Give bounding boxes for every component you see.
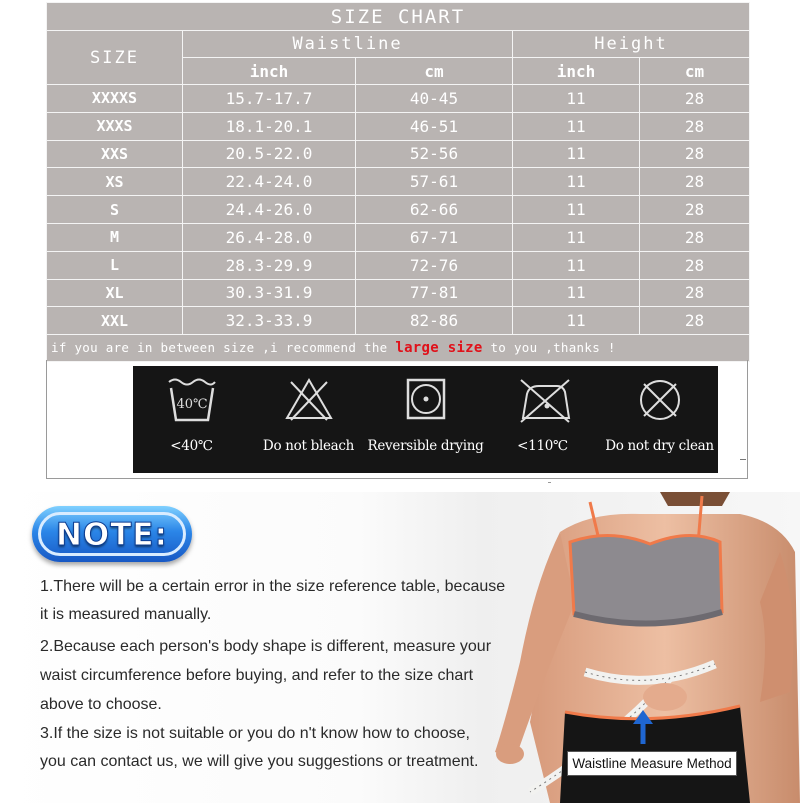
note-prefix: if you are in between size ,i recommend the — [51, 340, 388, 356]
height-inch-cell: 11 — [513, 223, 640, 251]
height-inch-cell: 11 — [513, 196, 640, 224]
care-item-dry — [367, 366, 484, 473]
height-cm-cell: 28 — [640, 112, 750, 140]
height-cm-cell: 28 — [640, 307, 750, 335]
care-item-wash — [133, 366, 250, 473]
height-cm-cell: 28 — [640, 251, 750, 279]
note-line: 1.There will be a certain error in the size reference table, because — [40, 578, 506, 595]
waist-inch-cell: 32.3-33.9 — [183, 307, 356, 335]
note-line: you can contact us, we will give you suggestions or treatment. — [40, 753, 479, 770]
note-line: 2.Because each person's body shape is different, measure your — [40, 638, 492, 655]
height-inch-cell: 11 — [513, 140, 640, 168]
height-inch-cell: 11 — [513, 112, 640, 140]
size-cell: XXL — [47, 307, 183, 335]
waist-cm-cell: 77-81 — [356, 279, 513, 307]
waist-cm-cell: 46-51 — [356, 112, 513, 140]
note-highlight: large size — [395, 340, 483, 357]
frame-dot — [548, 482, 551, 483]
size-advice-note — [47, 335, 750, 362]
table-row — [47, 279, 750, 307]
waist-inch-cell: 28.3-29.9 — [183, 251, 356, 279]
note-line: waist circumference before buying, and refer to the size chart — [40, 667, 474, 684]
table-row — [47, 196, 750, 224]
waist-inch-cell: 30.3-31.9 — [183, 279, 356, 307]
waist-cm-cell: 82-86 — [356, 307, 513, 335]
waist-cm-cell: 62-66 — [356, 196, 513, 224]
frame-tick — [740, 459, 746, 460]
height-cm-cell: 28 — [640, 196, 750, 224]
size-cell: XXXS — [47, 112, 183, 140]
size-cell: M — [47, 223, 183, 251]
waist-inch-cell: 24.4-26.0 — [183, 196, 356, 224]
waistline-header: Waistline — [183, 31, 513, 58]
waist-cm-cell: 57-61 — [356, 168, 513, 196]
height-cm-cell: 28 — [640, 279, 750, 307]
size-cell: XS — [47, 168, 183, 196]
care-label-dry: Reversible drying — [367, 438, 484, 454]
height-header: Height — [513, 31, 750, 58]
tumble-dry-icon — [400, 376, 452, 424]
height-inch-cell: 11 — [513, 251, 640, 279]
waist-cm-cell: 40-45 — [356, 85, 513, 113]
care-label-bleach: Do not bleach — [262, 438, 355, 454]
table-row — [47, 140, 750, 168]
height-inch-cell: 11 — [513, 85, 640, 113]
table-row — [47, 112, 750, 140]
care-item-bleach — [250, 366, 367, 473]
note-line: above to choose. — [40, 696, 162, 713]
table-row — [47, 307, 750, 335]
note-line: 3.If the size is not suitable or you do n't know how to choose, — [40, 725, 470, 742]
height-cm-cell: 28 — [640, 140, 750, 168]
wash-temp-badge: 40℃ — [176, 397, 208, 412]
care-label-dryclean: Do not dry clean — [605, 438, 714, 454]
care-item-iron — [484, 366, 601, 473]
size-cell: L — [47, 251, 183, 279]
height-cm-cell: 28 — [640, 168, 750, 196]
table-row — [47, 251, 750, 279]
note-line: it is measured manually. — [40, 606, 212, 623]
care-item-dryclean — [601, 366, 718, 473]
height-inch-cell: 11 — [513, 307, 640, 335]
no-dry-clean-icon — [634, 376, 686, 424]
height-cm-cell: 28 — [640, 85, 750, 113]
height-cm-cell: 28 — [640, 223, 750, 251]
care-label-wash: <40℃ — [170, 438, 213, 454]
table-row — [47, 168, 750, 196]
note-badge — [32, 506, 192, 562]
waist-inch-cell: 22.4-24.0 — [183, 168, 356, 196]
waist-cm-header: cm — [356, 58, 513, 85]
figure-caption: Waistline Measure Method — [567, 751, 737, 776]
waist-cm-cell: 72-76 — [356, 251, 513, 279]
size-cell: XXXXS — [47, 85, 183, 113]
height-cm-header: cm — [640, 58, 750, 85]
iron-110-icon — [517, 376, 573, 424]
waist-cm-cell: 52-56 — [356, 140, 513, 168]
size-cell: XL — [47, 279, 183, 307]
waist-inch-cell: 26.4-28.0 — [183, 223, 356, 251]
waist-inch-cell: 15.7-17.7 — [183, 85, 356, 113]
height-inch-header: inch — [513, 58, 640, 85]
size-cell: S — [47, 196, 183, 224]
waist-inch-header: inch — [183, 58, 356, 85]
no-bleach-icon — [283, 376, 335, 424]
note-suffix: to you ,thanks ! — [490, 340, 616, 356]
height-inch-cell: 11 — [513, 168, 640, 196]
table-row — [47, 85, 750, 113]
table-row — [47, 223, 750, 251]
care-label-iron: <110℃ — [517, 438, 568, 454]
waist-cm-cell: 67-71 — [356, 223, 513, 251]
wash-40-icon — [166, 376, 218, 424]
waist-inch-cell: 18.1-20.1 — [183, 112, 356, 140]
note-badge-label: NOTE: — [55, 517, 169, 553]
size-chart-title: SIZE CHART — [47, 3, 750, 31]
size-chart-table — [46, 2, 750, 362]
care-instructions — [133, 366, 718, 473]
size-cell: XXS — [47, 140, 183, 168]
height-inch-cell: 11 — [513, 279, 640, 307]
waist-inch-cell: 20.5-22.0 — [183, 140, 356, 168]
size-column-header: SIZE — [47, 31, 183, 85]
